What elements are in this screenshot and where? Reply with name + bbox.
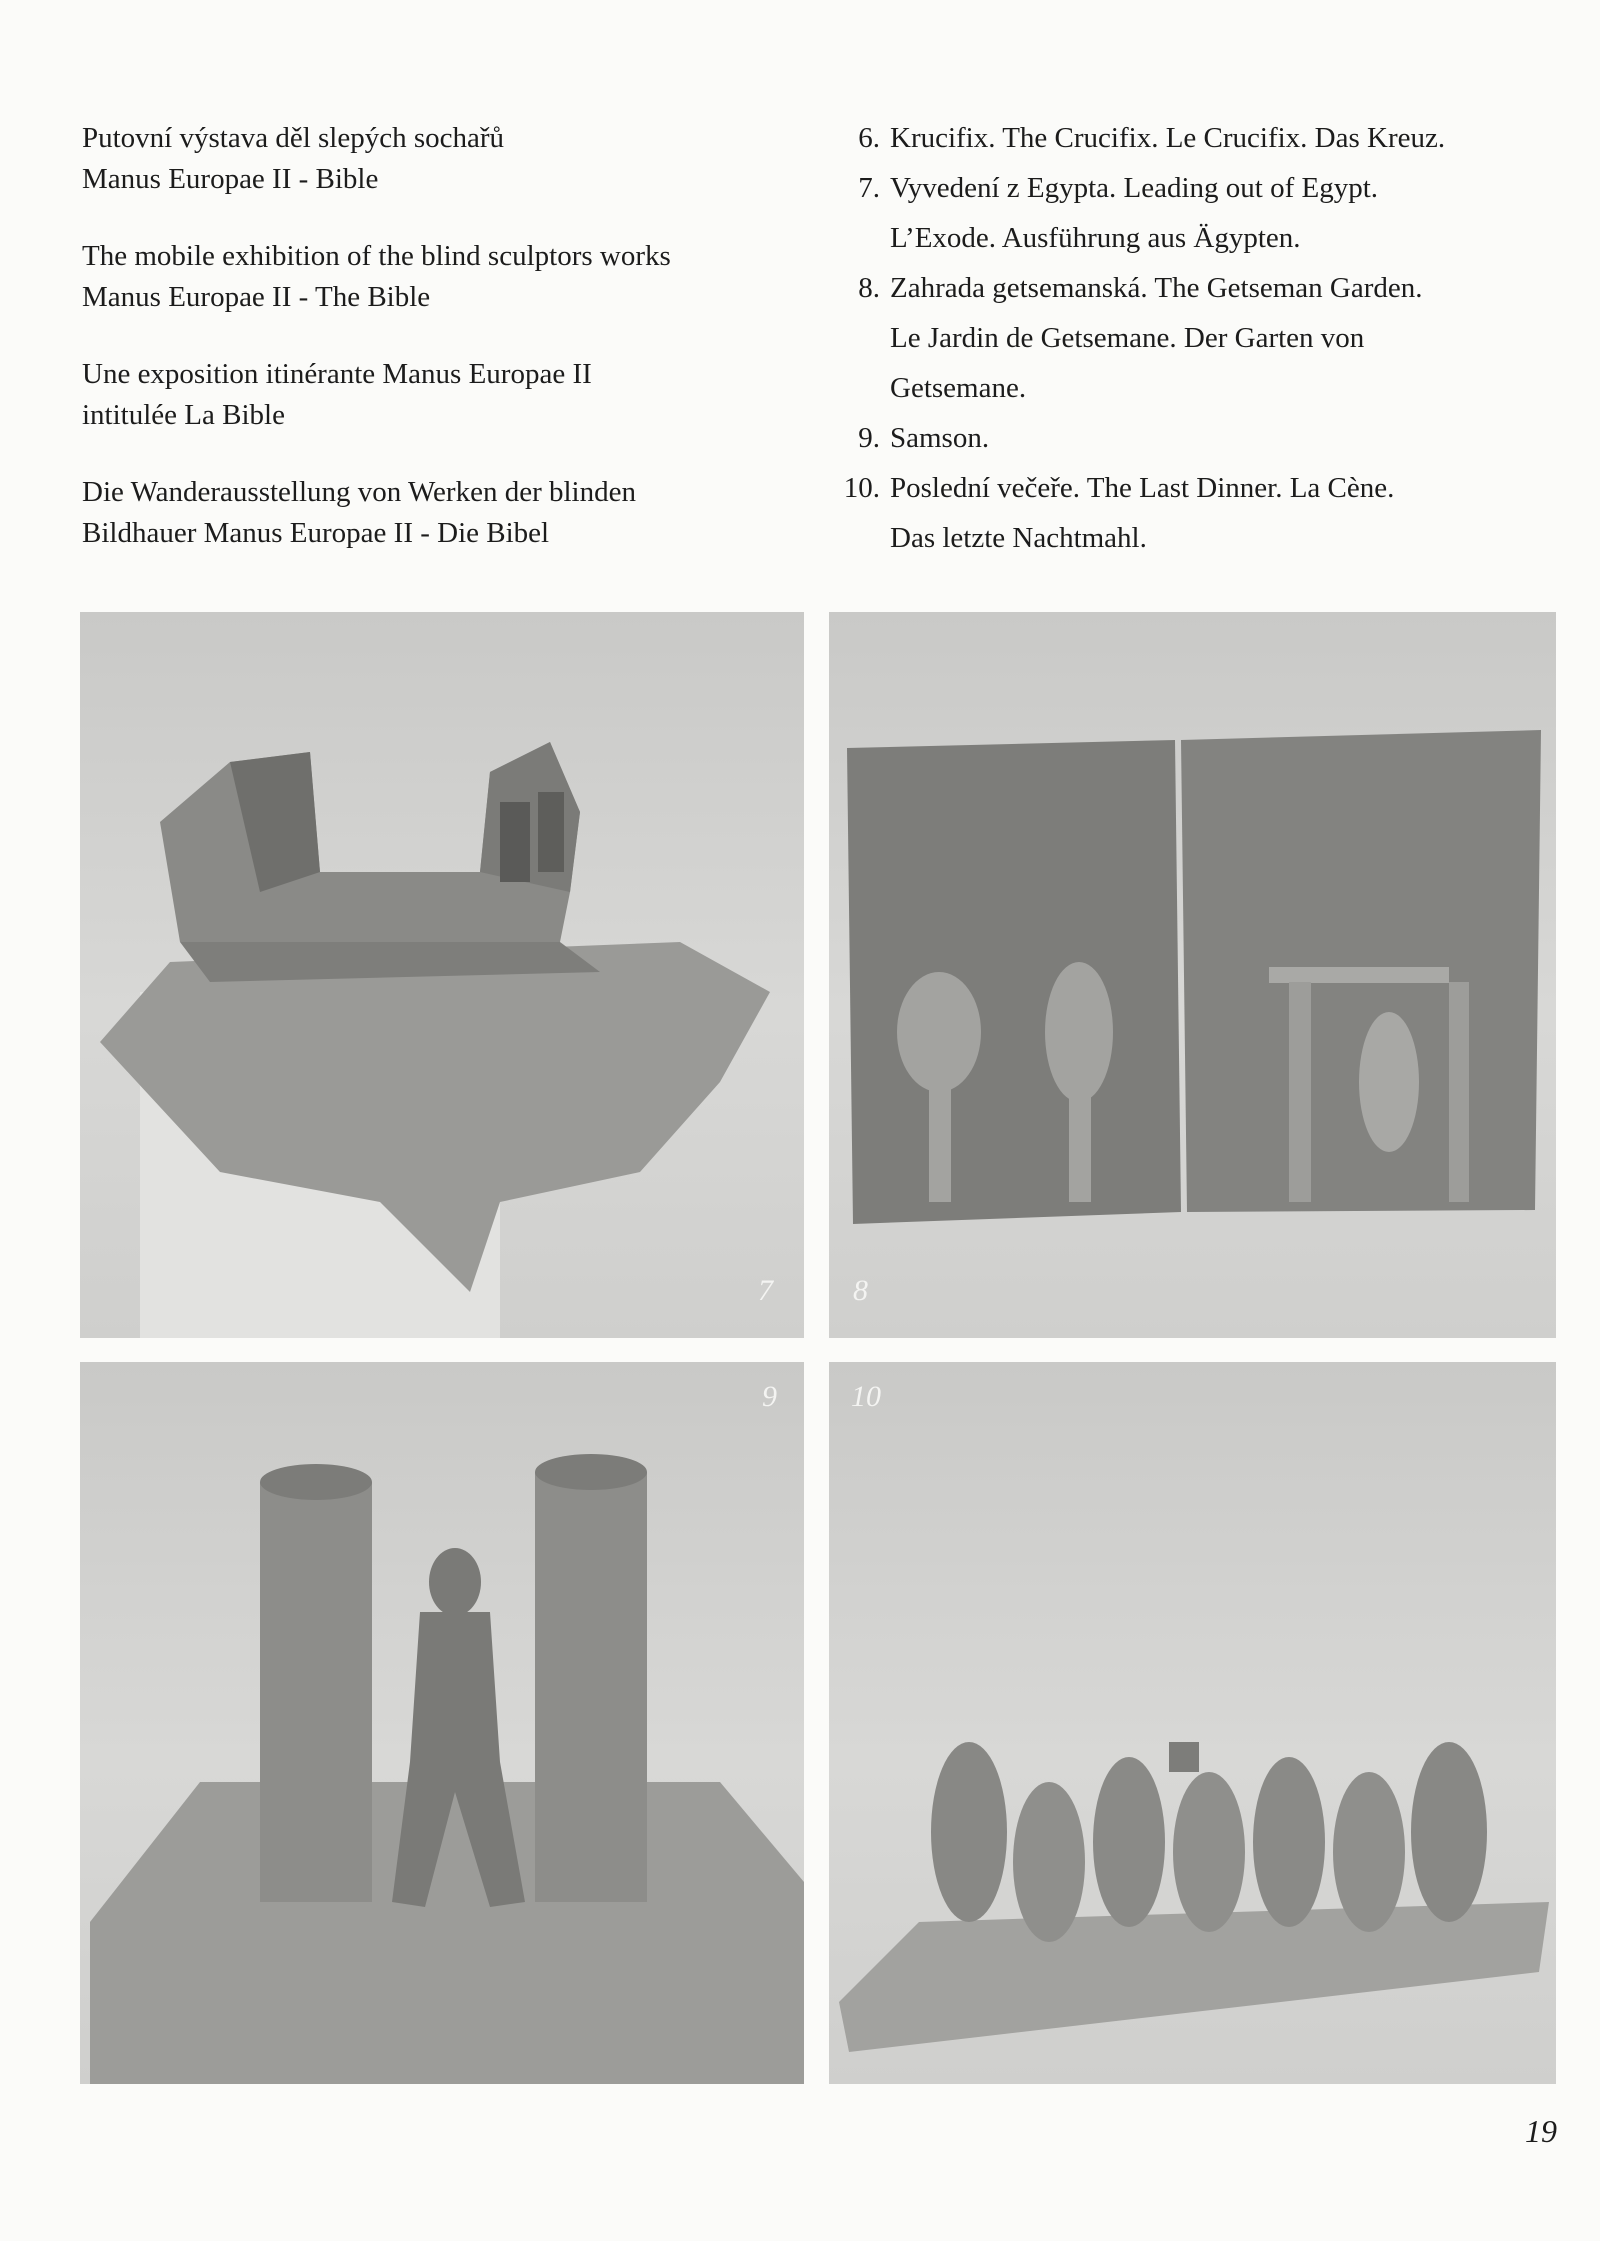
intro-english — [82, 236, 782, 318]
caption-line: Zahrada getsemanská. The Getseman Garden. — [890, 272, 1423, 304]
caption-line: L’Exode. Ausführung aus Ägypten. — [890, 222, 1301, 254]
caption-number: 8. — [858, 272, 880, 304]
sculpture-samson-illustration — [80, 1362, 804, 2084]
plate-number: 8 — [853, 1274, 868, 1307]
caption-item — [838, 468, 1538, 559]
caption-item — [838, 418, 1538, 459]
photo-leading-out-of-egypt — [80, 612, 804, 1338]
caption-line: Poslední večeře. The Last Dinner. La Cène. — [890, 472, 1395, 504]
plate-number: 7 — [758, 1274, 773, 1307]
photo-getseman-garden — [829, 612, 1556, 1338]
caption-item — [838, 268, 1538, 409]
sculpture-egypt-illustration — [80, 612, 804, 1338]
intro-german — [82, 472, 782, 554]
sculpture-garden-illustration — [829, 612, 1556, 1338]
caption-item — [838, 168, 1538, 259]
intro-line: Manus Europae II - Bible — [82, 163, 379, 195]
caption-item — [838, 118, 1538, 159]
intro-line: Putovní výstava děl slepých sochařů — [82, 122, 505, 154]
sculpture-last-supper-illustration — [829, 1362, 1556, 2084]
page-number: 19 — [1525, 2113, 1557, 2149]
plate-number: 10 — [851, 1380, 881, 1413]
intro-line: intitulée La Bible — [82, 399, 285, 431]
plate-number: 9 — [762, 1380, 777, 1413]
intro-line: Die Wanderausstellung von Werken der blinden — [82, 476, 636, 508]
intro-line: Manus Europae II - The Bible — [82, 281, 431, 313]
photo-last-dinner — [829, 1362, 1556, 2084]
intro-line: The mobile exhibition of the blind sculptors works — [82, 240, 671, 272]
intro-line: Bildhauer Manus Europae II - Die Bibel — [82, 517, 550, 549]
caption-number: 10. — [843, 472, 880, 504]
intro-line: Une exposition itinérante Manus Europae II — [82, 358, 592, 390]
caption-line: Getsemane. — [890, 372, 1027, 404]
caption-line: Samson. — [890, 422, 990, 454]
caption-list — [838, 118, 1538, 568]
intro-text — [82, 118, 782, 590]
intro-french — [82, 354, 782, 436]
caption-line: Vyvedení z Egypta. Leading out of Egypt. — [890, 172, 1379, 204]
caption-number: 6. — [858, 122, 880, 154]
intro-czech — [82, 118, 782, 200]
caption-line: Das letzte Nachtmahl. — [890, 522, 1147, 554]
caption-line: Le Jardin de Getsemane. Der Garten von — [890, 322, 1365, 354]
caption-number: 7. — [858, 172, 880, 204]
photo-samson — [80, 1362, 804, 2084]
caption-number: 9. — [858, 422, 880, 454]
caption-line: Krucifix. The Crucifix. Le Crucifix. Das Kreuz. — [890, 122, 1446, 154]
